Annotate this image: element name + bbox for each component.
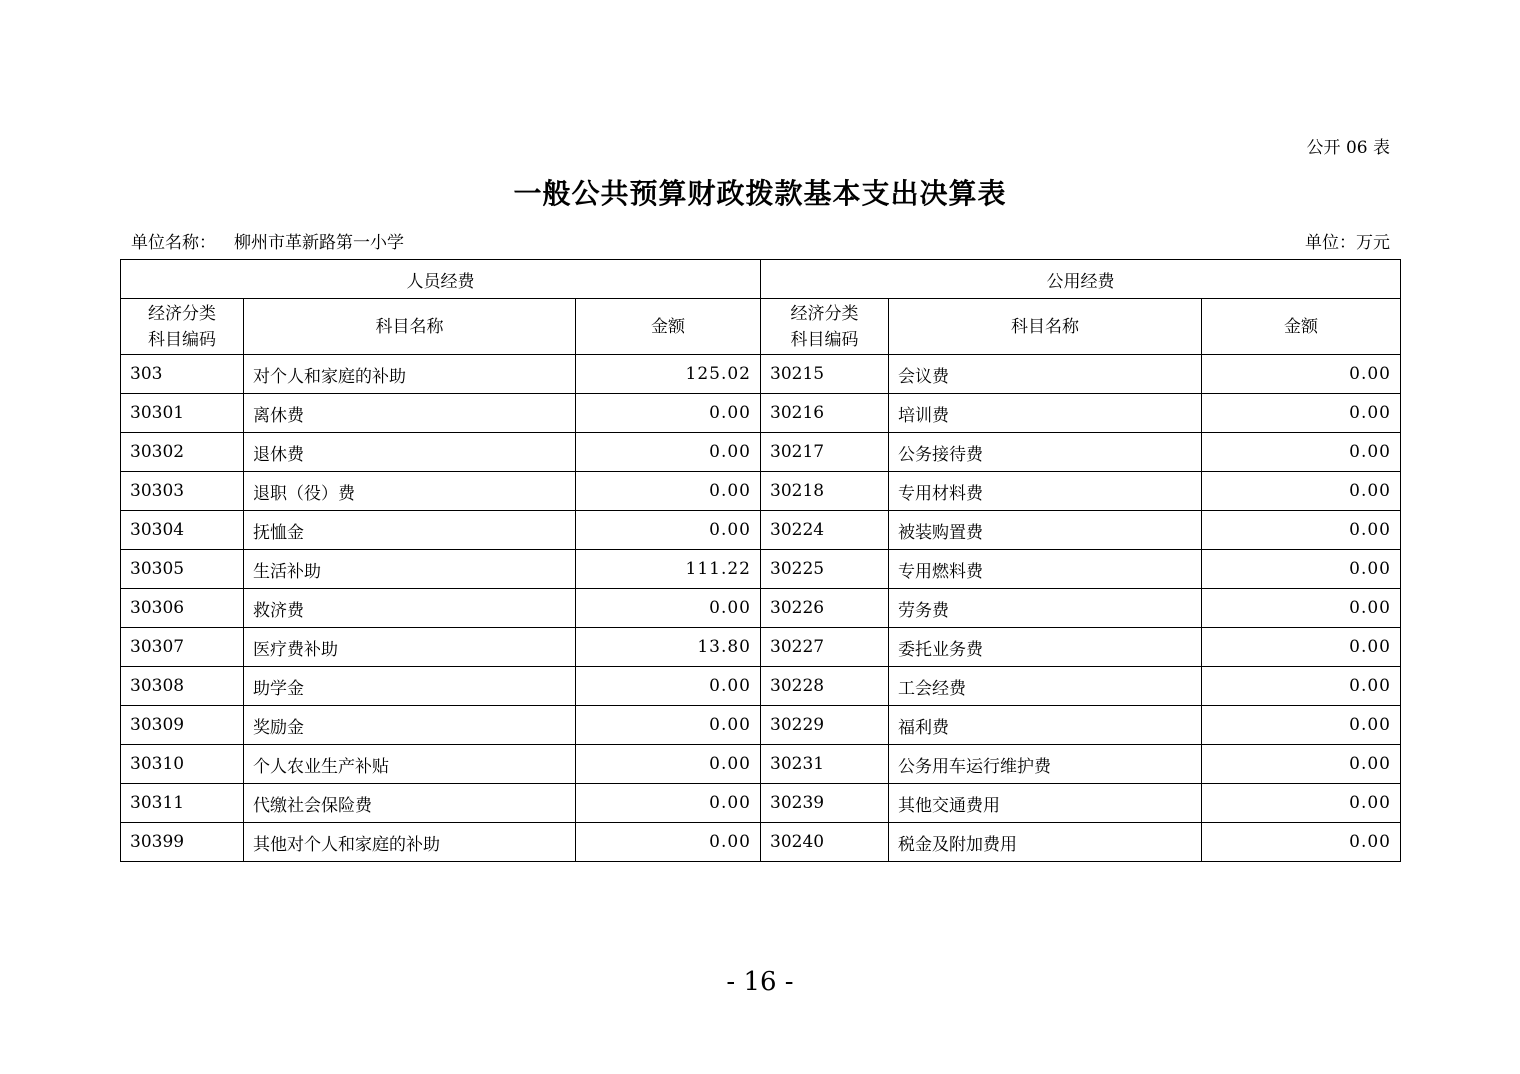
left-name-cell: 退职（役）费 bbox=[244, 472, 576, 511]
left-code-cell: 303 bbox=[121, 355, 244, 394]
unit-name: 柳州市革新路第一小学 bbox=[234, 233, 404, 253]
left-amount-cell: 0.00 bbox=[576, 511, 761, 550]
right-amount-cell: 0.00 bbox=[1202, 706, 1401, 745]
page-title: 一般公共预算财政拨款基本支出决算表 bbox=[513, 177, 1007, 210]
table-row bbox=[121, 433, 1401, 472]
table-row bbox=[121, 550, 1401, 589]
col-header-name-left: 科目名称 bbox=[244, 299, 576, 355]
right-code-cell: 30215 bbox=[761, 355, 889, 394]
left-code-cell: 30304 bbox=[121, 511, 244, 550]
right-name-cell: 专用燃料费 bbox=[889, 550, 1202, 589]
left-name-cell: 其他对个人和家庭的补助 bbox=[244, 823, 576, 862]
left-amount-cell: 0.00 bbox=[576, 706, 761, 745]
left-name-cell: 对个人和家庭的补助 bbox=[244, 355, 576, 394]
group-header-personnel: 人员经费 bbox=[121, 260, 761, 299]
right-amount-cell: 0.00 bbox=[1202, 745, 1401, 784]
col-header-amount-right: 金额 bbox=[1202, 299, 1401, 355]
right-name-cell: 其他交通费用 bbox=[889, 784, 1202, 823]
col-header-code-line2: 科目编码 bbox=[790, 329, 859, 350]
left-name-cell: 退休费 bbox=[244, 433, 576, 472]
left-code-cell: 30306 bbox=[121, 589, 244, 628]
table-row bbox=[121, 823, 1401, 862]
right-name-cell: 工会经费 bbox=[889, 667, 1202, 706]
right-amount-cell: 0.00 bbox=[1202, 394, 1401, 433]
right-name-cell: 被装购置费 bbox=[889, 511, 1202, 550]
left-amount-cell: 0.00 bbox=[576, 667, 761, 706]
column-header-row bbox=[121, 299, 1401, 355]
right-amount-cell: 0.00 bbox=[1202, 667, 1401, 706]
left-name-cell: 助学金 bbox=[244, 667, 576, 706]
right-code-cell: 30231 bbox=[761, 745, 889, 784]
left-code-cell: 30303 bbox=[121, 472, 244, 511]
right-amount-cell: 0.00 bbox=[1202, 589, 1401, 628]
right-name-cell: 公务接待费 bbox=[889, 433, 1202, 472]
right-name-cell: 公务用车运行维护费 bbox=[889, 745, 1202, 784]
left-code-cell: 30309 bbox=[121, 706, 244, 745]
left-name-cell: 抚恤金 bbox=[244, 511, 576, 550]
col-header-code-line1: 经济分类 bbox=[790, 303, 859, 324]
table-row bbox=[121, 394, 1401, 433]
left-amount-cell: 0.00 bbox=[576, 472, 761, 511]
left-code-cell: 30307 bbox=[121, 628, 244, 667]
col-header-code-left bbox=[121, 299, 244, 355]
right-amount-cell: 0.00 bbox=[1202, 550, 1401, 589]
right-name-cell: 专用材料费 bbox=[889, 472, 1202, 511]
left-code-cell: 30302 bbox=[121, 433, 244, 472]
left-code-cell: 30301 bbox=[121, 394, 244, 433]
left-name-cell: 救济费 bbox=[244, 589, 576, 628]
right-name-cell: 委托业务费 bbox=[889, 628, 1202, 667]
left-code-cell: 30310 bbox=[121, 745, 244, 784]
table-row bbox=[121, 667, 1401, 706]
col-header-code-right bbox=[761, 299, 889, 355]
right-name-cell: 税金及附加费用 bbox=[889, 823, 1202, 862]
right-code-cell: 30226 bbox=[761, 589, 889, 628]
right-amount-cell: 0.00 bbox=[1202, 511, 1401, 550]
group-header-row bbox=[121, 260, 1401, 299]
table-body bbox=[121, 355, 1401, 862]
unit-name-label: 单位名称： bbox=[131, 233, 216, 253]
left-amount-cell: 111.22 bbox=[576, 550, 761, 589]
left-name-cell: 离休费 bbox=[244, 394, 576, 433]
right-amount-cell: 0.00 bbox=[1202, 472, 1401, 511]
left-name-cell: 代缴社会保险费 bbox=[244, 784, 576, 823]
right-name-cell: 培训费 bbox=[889, 394, 1202, 433]
left-code-cell: 30399 bbox=[121, 823, 244, 862]
right-code-cell: 30217 bbox=[761, 433, 889, 472]
right-code-cell: 30224 bbox=[761, 511, 889, 550]
budget-table bbox=[120, 259, 1401, 862]
table-row bbox=[121, 745, 1401, 784]
form-number: 公开 06 表 bbox=[1306, 138, 1390, 158]
right-code-cell: 30216 bbox=[761, 394, 889, 433]
right-amount-cell: 0.00 bbox=[1202, 433, 1401, 472]
right-name-cell: 福利费 bbox=[889, 706, 1202, 745]
col-header-name-right: 科目名称 bbox=[889, 299, 1202, 355]
left-amount-cell: 0.00 bbox=[576, 784, 761, 823]
unit-name-line bbox=[131, 228, 404, 253]
left-amount-cell: 0.00 bbox=[576, 823, 761, 862]
right-code-cell: 30218 bbox=[761, 472, 889, 511]
right-code-cell: 30225 bbox=[761, 550, 889, 589]
table-row bbox=[121, 628, 1401, 667]
right-code-cell: 30229 bbox=[761, 706, 889, 745]
left-amount-cell: 0.00 bbox=[576, 394, 761, 433]
right-name-cell: 会议费 bbox=[889, 355, 1202, 394]
currency-unit: 单位：万元 bbox=[1305, 233, 1390, 253]
right-amount-cell: 0.00 bbox=[1202, 628, 1401, 667]
group-header-public: 公用经费 bbox=[761, 260, 1401, 299]
right-code-cell: 30240 bbox=[761, 823, 889, 862]
left-name-cell: 医疗费补助 bbox=[244, 628, 576, 667]
right-amount-cell: 0.00 bbox=[1202, 784, 1401, 823]
left-amount-cell: 13.80 bbox=[576, 628, 761, 667]
page-number: - 16 - bbox=[726, 967, 794, 997]
table-row bbox=[121, 355, 1401, 394]
right-amount-cell: 0.00 bbox=[1202, 823, 1401, 862]
left-code-cell: 30311 bbox=[121, 784, 244, 823]
col-header-amount-left: 金额 bbox=[576, 299, 761, 355]
right-name-cell: 劳务费 bbox=[889, 589, 1202, 628]
table-row bbox=[121, 706, 1401, 745]
col-header-code-line1: 经济分类 bbox=[148, 303, 216, 324]
left-name-cell: 个人农业生产补贴 bbox=[244, 745, 576, 784]
right-code-cell: 30239 bbox=[761, 784, 889, 823]
col-header-code-line2: 科目编码 bbox=[148, 329, 216, 350]
left-name-cell: 生活补助 bbox=[244, 550, 576, 589]
left-code-cell: 30308 bbox=[121, 667, 244, 706]
table-row bbox=[121, 472, 1401, 511]
table-row bbox=[121, 589, 1401, 628]
right-amount-cell: 0.00 bbox=[1202, 355, 1401, 394]
right-code-cell: 30228 bbox=[761, 667, 889, 706]
table-row bbox=[121, 784, 1401, 823]
left-code-cell: 30305 bbox=[121, 550, 244, 589]
right-code-cell: 30227 bbox=[761, 628, 889, 667]
table-row bbox=[121, 511, 1401, 550]
left-amount-cell: 0.00 bbox=[576, 433, 761, 472]
left-amount-cell: 0.00 bbox=[576, 745, 761, 784]
left-amount-cell: 125.02 bbox=[576, 355, 761, 394]
left-name-cell: 奖励金 bbox=[244, 706, 576, 745]
left-amount-cell: 0.00 bbox=[576, 589, 761, 628]
